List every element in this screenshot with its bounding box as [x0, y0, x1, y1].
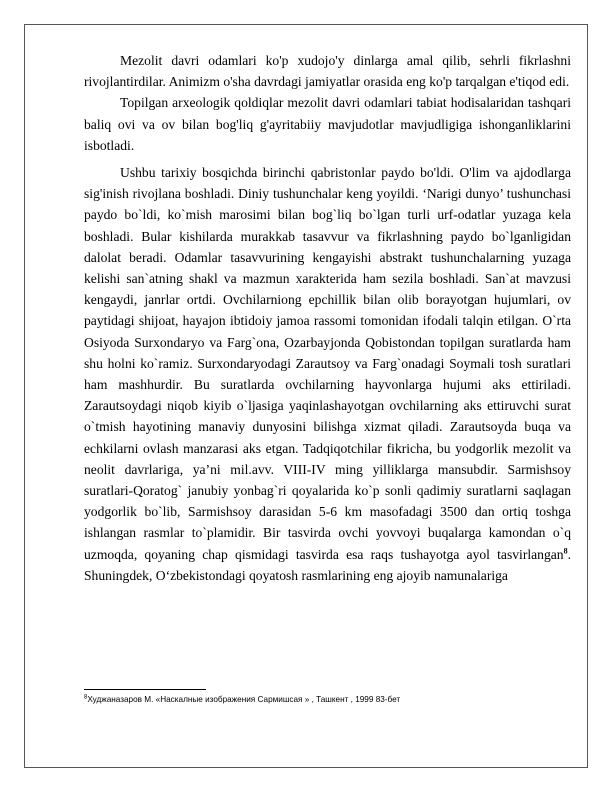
paragraph-3: [84, 162, 571, 586]
paragraph-4-text: Shuningdek, O‘zbekistondagi qoyatosh rasmlarining eng ajoyib namunalariga: [84, 567, 508, 583]
paragraph-3-text: Ushbu tarixiy bosqichda birinchi qabristonlar paydo bo'ldi. O'lim va ajdodlarga sig'inish rivojlana boshladi. Diniy tushunchalar keng yoyildi. ‘Narigi dunyo’ tushunchasi paydo bo`ldi, ko`mish marosimi bilan bog`liq bo`lgan turli urf-odatlar yuzaga kela boshladi. Bular kishilarda murakkab tasavvur va fikrlashning paydo bo`lganligidan dalolat beradi. Odamlar tasavvurining kengayishi abstrakt tushunchalarning yuzaga kelishi san`atning shakl va mazmun xarakterida ham sezila boshladi. San`at mavzusi kengaydi, janrlar ortdi. Ovchilarniong epchillik bilan olib borayotgan hujumlari, ov paytidagi shijoat, hayajon ibtidoiy jamoa rassomi tomonidan ifodali talqin etilgan. O`rta Osiyoda Surxondaryo va Farg`ona, Ozarbayjonda Qobistondan topilgan suratlarda ham shu holni ko`ramiz. Surxondaryodagi Zarautsoy va Farg`onadagi Soymali tosh suratlari ham mashhurdir. Bu suratlarda ovchilarning hayvonlarga hujumi aks ettiriladi. Zarautsoydagi niqob kiyib o`ljasiga yaqinlashayotgan ovchilarning aks ettiruvchi surat o`tmish hayotining manaviy dunyosini bilishga xizmat qiladi. Zarautsoyda buqa va echkilarni ovlash manzarasi aks etgan. Tadqiqotchilar fikricha, bu yodgorlik mezolit va neolit davrlariga, ya’ni mil.avv. VIII-IV ming yilliklarga mansubdir. Sarmishsoy suratlari-Qoratog` janubiy yonbag`ri qoyalarida ko`p sonli qadimiy suratlarni saqlagan yodgorlik bo`lib, Sarmishsoy darasidan 5-6 km masofadagi 3500 dan ortiq toshga ishlangan rasmlar to`plamidir. Bir tasvirda ovchi yovvoyi buqalarga kamondan o`q uzmoqda, qoyaning chap qismidagi tasvirda esa raqs tushayotga ayol tasvirlangan: [84, 165, 571, 562]
document-body: [84, 50, 571, 586]
footnote-number: 8: [84, 694, 88, 701]
paragraph-1: Mezolit davri odamlari ko'p xudojo'y dinlarga amal qilib, sehrli fikrlashni rivojlantirdilar. Animizm o'sha davrdagi jamiyatlar orasida eng ko'p tarqalgan e'tiqod edi.: [84, 53, 571, 90]
footnote-text: Худжаназаров М. «Наскалные изображения Сармишсая » , Ташкент , 1999 83-бет: [87, 695, 401, 704]
footnote-reference-suffix: .: [567, 546, 571, 562]
footnote-separator: [84, 689, 206, 690]
footnote: [84, 694, 571, 705]
footnote-reference[interactable]: 8: [563, 546, 568, 556]
paragraph-2: Topilgan arxeologik qoldiqlar mezolit davri odamlari tabiat hodisalaridan tashqari baliq ovi va ov bilan bog'liq g'ayritabiiy mavjudotlar mavjudligiga ishonganliklarini isbotladi.: [84, 95, 571, 153]
